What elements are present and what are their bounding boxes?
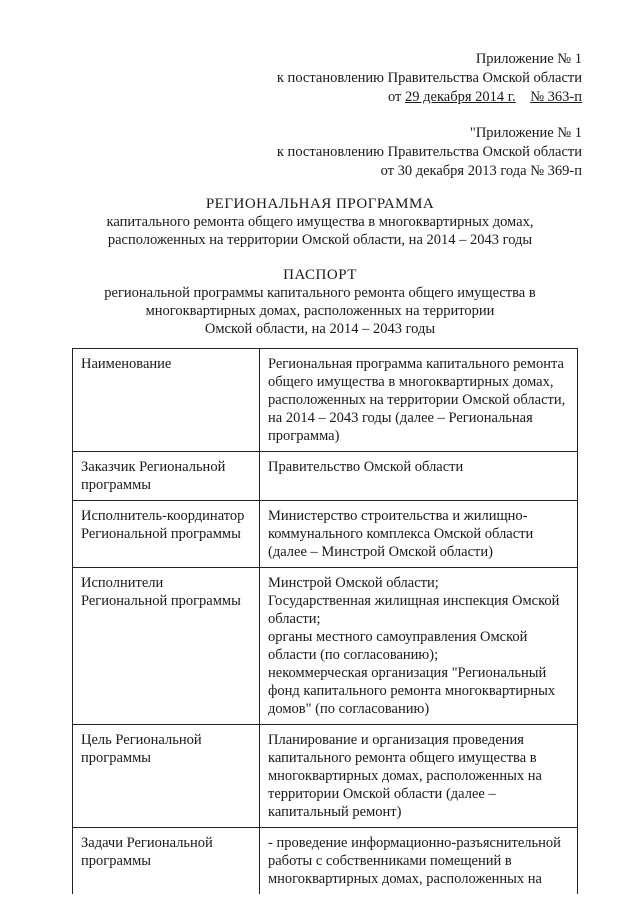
row-label: Исполнитель-координатор Региональной программы — [73, 501, 260, 568]
passport-subtitle-line3: Омской области, на 2014 – 2043 годы — [204, 321, 436, 337]
executor-line: Минстрой Омской области; — [268, 575, 439, 591]
program-title — [60, 195, 580, 249]
passport-title — [60, 266, 580, 338]
appendix-resolution: к постановлению Правительства Омской области — [276, 70, 582, 86]
program-heading: РЕГИОНАЛЬНАЯ ПРОГРАММА — [205, 196, 435, 212]
executor-line: органы местного самоуправления Омской области (по согласованию); — [268, 629, 528, 663]
passport-subtitle-line2: многоквартирных домах, расположенных на территории — [145, 303, 495, 319]
passport-subtitle-line1: региональной программы капитального ремонта общего имущества в — [104, 285, 536, 301]
executor-line: Государственная жилищная инспекция Омской области; — [268, 593, 560, 627]
row-value: Правительство Омской области — [260, 452, 578, 501]
appendix-title: Приложение № 1 — [475, 51, 582, 67]
table-row — [73, 828, 578, 895]
row-label: Исполнители Региональной программы — [73, 568, 260, 725]
row-value: Министерство строительства и жилищно-коммунального комплекса Омской области (далее – Минстрой Омской области) — [260, 501, 578, 568]
row-label: Заказчик Региональной программы — [73, 452, 260, 501]
appendix-date-line — [277, 88, 582, 107]
table-row — [73, 725, 578, 828]
program-subtitle-line1: капитального ремонта общего имущества в многоквартирных домах, — [106, 214, 534, 230]
row-label: Задачи Региональной программы — [73, 828, 260, 895]
appendix-original-title: "Приложение № 1 — [469, 125, 582, 141]
appendix-date-prefix: от — [387, 89, 402, 105]
row-value: Региональная программа капитального ремонта общего имущества в многоквартирных домах, расположенных на территории Омской области, на 2014 – 2043 годы (далее – Региональная программа) — [260, 349, 578, 452]
table-row — [73, 501, 578, 568]
appendix-original-date: от 30 декабря 2013 года № 369-п — [380, 163, 582, 179]
row-label: Цель Региональной программы — [73, 725, 260, 828]
passport-table — [72, 348, 578, 894]
row-value: - проведение информационно-разъяснительной работы с собственниками помещений в многоквартирных домах, расположенных на — [260, 828, 578, 895]
appendix-original-resolution: к постановлению Правительства Омской области — [276, 144, 582, 160]
appendix-header-current — [277, 50, 582, 107]
row-value: Планирование и организация проведения капитального ремонта общего имущества в многоквартирных домах, расположенных на территории Омской области (далее – капитальный ремонт) — [260, 725, 578, 828]
appendix-date: 29 декабря 2014 г. — [405, 89, 516, 105]
appendix-number: № 363-п — [530, 89, 582, 105]
appendix-header-original — [277, 124, 582, 181]
table-row — [73, 452, 578, 501]
table-row — [73, 349, 578, 452]
passport-heading: ПАСПОРТ — [283, 267, 357, 283]
row-label: Наименование — [73, 349, 260, 452]
table-row — [73, 568, 578, 725]
program-subtitle-line2: расположенных на территории Омской области, на 2014 – 2043 годы — [107, 232, 533, 248]
row-value — [260, 568, 578, 725]
executor-line: некоммерческая организация "Региональный фонд капитального ремонта многоквартирных домов" (по согласованию) — [268, 665, 556, 717]
